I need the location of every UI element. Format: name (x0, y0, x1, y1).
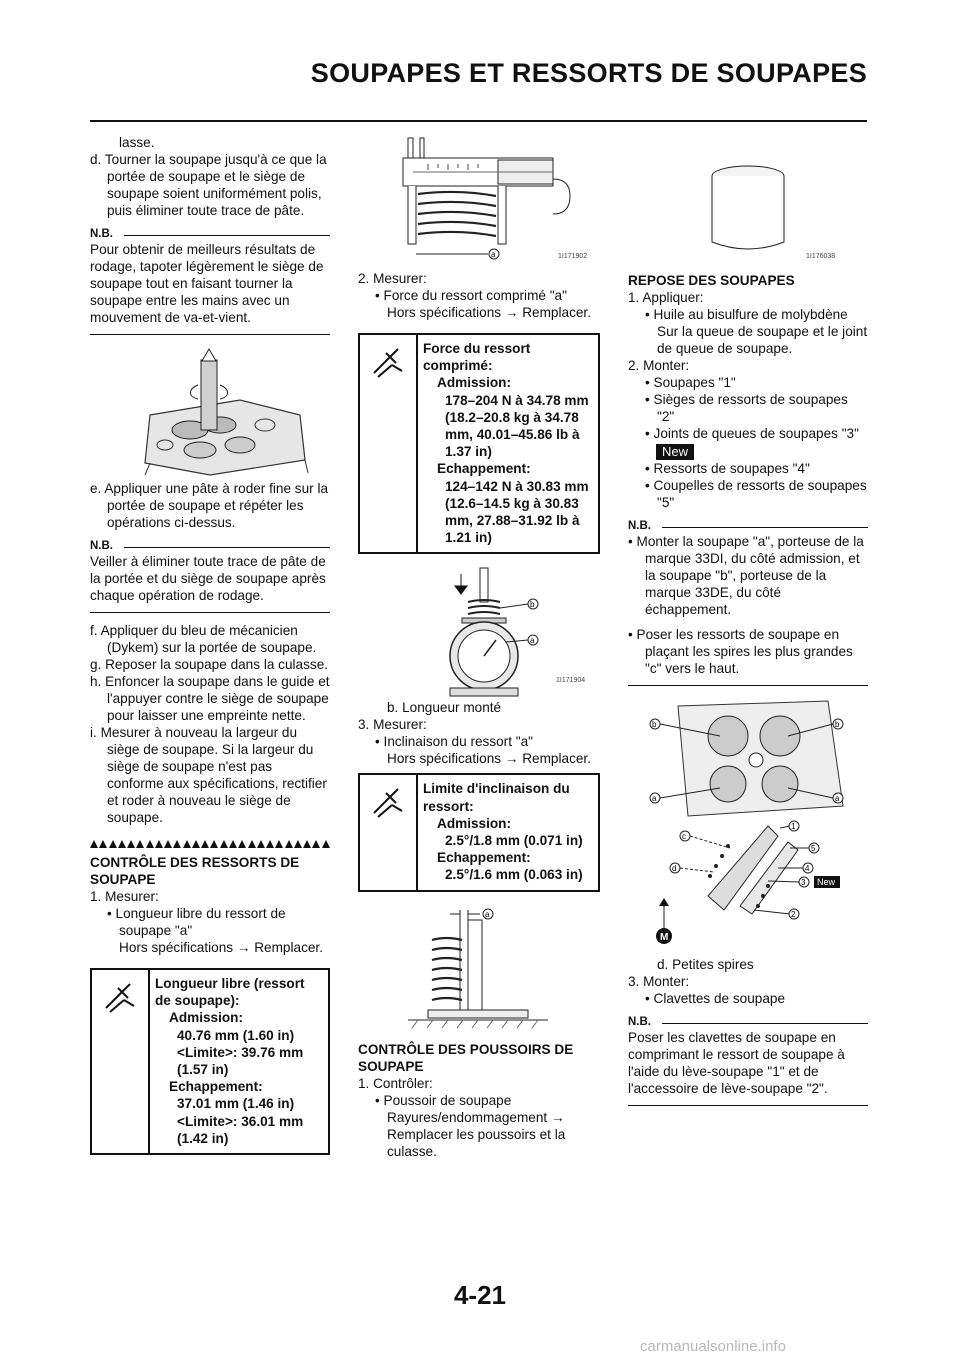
bullet-tappet: • Poussoir de soupape (375, 1092, 512, 1108)
note-bullet-1: • Monter la soupape "a", porteuse de la marque 33DI, du côté admission, et la soupape "b", porteuse de la marque 33DE, du côté échappement. (628, 534, 864, 617)
section-heading-springs: CONTRÔLE DES RESSORTS DE SOUPAPE (90, 855, 300, 887)
bullet-inclination: • Inclinaison du ressort "a" (375, 734, 533, 750)
note-rule (124, 235, 330, 236)
watermark: carmanualsonline.info (640, 1338, 786, 1355)
svg-text:b: b (652, 720, 657, 729)
spec-box-force (358, 333, 600, 554)
svg-text:a: a (652, 794, 657, 803)
step-g: g. Reposer la soupape dans la culasse. (90, 657, 329, 672)
caliper-icon (360, 335, 418, 552)
bullet-compressed-force: • Force du ressort comprimé "a" (375, 288, 567, 303)
bullet-moly-oil: • Huile au bisulfure de molybdène (645, 307, 848, 322)
step-1: 1. Mesurer: (90, 889, 159, 904)
note-label: N.B. (628, 520, 651, 532)
spec-title: Limite d'inclinaison du ressort: (423, 781, 570, 814)
spec-ech-label: Echappement: (437, 850, 531, 866)
bullet-sub: Hors spécifications → Remplacer. (387, 751, 591, 767)
step-h: h. Enfoncer la soupape dans le guide et l'appuyer contre le siège de soupape pour laisser une empreinte nette. (90, 674, 330, 723)
step-3: 3. Mesurer: (358, 717, 427, 733)
end-of-procedure-triangles (90, 840, 330, 848)
note-block (90, 228, 330, 335)
bullet-spring-seats: • Sièges de ressorts de soupapes "2" (645, 392, 848, 424)
section-heading-tappets: CONTRÔLE DES POUSSOIRS DE SOUPAPE (358, 1041, 574, 1074)
note-text: Pour obtenir de meilleurs résultats de rodage, tapoter légèrement le siège de soupape tout en faisant tourner la soupape entre les mains avec un mouvement de va-et-vient. (90, 242, 324, 325)
figure-code: 1I171904 (556, 677, 586, 685)
note-label: N.B. (90, 540, 113, 552)
spec-adm-limit: <Limite>: 39.76 mm (1.57 in) (177, 1044, 304, 1078)
svg-text:b: b (835, 720, 840, 729)
column-2 (358, 134, 600, 1160)
bullet-cotters: • Clavettes de soupape (645, 991, 786, 1006)
spec-title: Longueur libre (ressort de soupape): (155, 976, 305, 1009)
bullet-sub: Hors spécifications → Remplacer. (387, 305, 591, 320)
svg-text:M: M (660, 932, 669, 943)
note-block-2 (90, 540, 330, 613)
svg-text:c: c (682, 832, 686, 841)
spec-ech-label: Echappement: (169, 1079, 263, 1095)
spec-adm-value: 40.76 mm (1.60 in) (177, 1027, 295, 1043)
spec-adm-label: Admission: (437, 375, 512, 391)
title-rule (90, 120, 867, 122)
new-part-badge: New (656, 444, 694, 460)
step-i: i. Mesurer à nouveau la largeur du siège de soupape. Si la largeur du siège de soupape n'est pas conforme aux spécifications, rectifier et roder à nouveau le siège de soupape. (90, 725, 327, 825)
svg-text:a: a (835, 794, 840, 803)
note-end-rule (628, 685, 868, 686)
spec-ech-value: 2.5°/1.6 mm (0.063 in) (445, 867, 583, 883)
caliper-icon (360, 775, 418, 889)
page-title: SOUPAPES ET RESSORTS DE SOUPAPES (310, 58, 867, 88)
spring-scale-figure (358, 564, 600, 699)
svg-text:a: a (485, 909, 490, 919)
note-text: Poser les clavettes de soupape en comprimant le ressort de soupape à l'aide du lève-soupape "1" et de l'accessoire de lève-soupape "2". (628, 1030, 845, 1096)
note-bullet-2: • Poser les ressorts de soupape en plaçant les spires les plus grandes "c" vers le haut. (628, 627, 853, 676)
bullet-valves: • Soupapes "1" (645, 375, 736, 390)
step-f: f. Appliquer du bleu de mécanicien (Dykem) sur la portée de soupape. (90, 623, 317, 655)
column-3 (628, 134, 868, 1106)
svg-text:b: b (530, 600, 535, 610)
column-1 (90, 134, 330, 1155)
note-block (628, 520, 868, 686)
bullet-sub: Hors spécifications → Remplacer. (119, 940, 323, 955)
step-2: 2. Mesurer: (358, 271, 427, 286)
spec-adm-value: 2.5°/1.8 mm (0.071 in) (445, 833, 583, 849)
bullet-stem-seals: • Joints de queues de soupapes "3" (645, 426, 859, 441)
svg-text:5: 5 (811, 844, 816, 853)
caption-b: b. Longueur monté (387, 700, 502, 716)
svg-text:1: 1 (791, 822, 796, 831)
svg-text:2: 2 (791, 910, 796, 919)
note-label: N.B. (628, 1016, 651, 1028)
spec-box-inclination (358, 773, 600, 891)
bullet-retainers: • Coupelles de ressorts de soupapes "5" (645, 478, 867, 510)
figure-code: 1I176038 (806, 253, 836, 260)
note-rule (124, 547, 330, 548)
note-end-rule (90, 334, 330, 335)
svg-text:a: a (491, 250, 496, 259)
bullet-sub: Sur la queue de soupape et le joint de queue de soupape. (657, 324, 868, 356)
svg-text:a: a (530, 636, 535, 646)
note-text: Veiller à éliminer toute trace de pâte de la portée et du siège de soupape après chaque opération de rodage. (90, 554, 326, 603)
note-end-rule (90, 612, 330, 613)
svg-text:d: d (672, 864, 677, 873)
continued-text: lasse. (119, 135, 155, 150)
section-heading-install: REPOSE DES SOUPAPES (628, 273, 795, 288)
step-d: d. Tourner la soupape jusqu'à ce que la portée de soupape et le siège de soupape soient uniformément polis, puis éliminer toute trace de pâte. (90, 152, 327, 218)
spring-caliper-figure (358, 134, 600, 264)
page-number: 4-21 (453, 1280, 507, 1310)
caliper-icon (92, 970, 150, 1153)
spec-title: Force du ressort comprimé: (423, 341, 531, 374)
bullet-sub: Rayures/endommagement → Remplacer les poussoirs et la culasse. (387, 1109, 566, 1159)
svg-text:New: New (817, 877, 836, 887)
spec-adm-label: Admission: (169, 1010, 244, 1026)
step-e: e. Appliquer une pâte à roder fine sur la portée de soupape et répéter les opérations ci-dessus. (90, 481, 329, 530)
step-2: 2. Monter: (628, 358, 690, 373)
svg-text:3: 3 (801, 878, 806, 887)
caption-d: d. Petites spires (657, 957, 754, 972)
svg-text:4: 4 (805, 864, 810, 873)
note-block-2 (628, 1016, 868, 1106)
step-3: 3. Monter: (628, 974, 690, 989)
valve-lapping-figure (90, 345, 330, 480)
spec-adm-label: Admission: (437, 815, 512, 831)
spec-ech-value: 124–142 N à 30.83 mm (12.6–14.5 kg à 30.83 mm, 27.88–31.92 lb à 1.21 in) (445, 478, 589, 546)
valve-install-figure (628, 696, 868, 956)
spec-ech-value: 37.01 mm (1.46 in) (177, 1096, 295, 1112)
spec-ech-label: Echappement: (437, 461, 531, 477)
tappet-figure (628, 134, 868, 264)
step-1: 1. Appliquer: (628, 290, 704, 305)
bullet-free-length: • Longueur libre du ressort de soupape "a" (107, 906, 286, 938)
spec-adm-value: 178–204 N à 34.78 mm (18.2–20.8 kg à 34.78 mm, 40.01–45.86 lb à 1.37 in) (445, 392, 589, 460)
spec-box-free-length (90, 968, 330, 1155)
step-1: 1. Contrôler: (358, 1075, 433, 1091)
note-rule (662, 1023, 868, 1024)
figure-code: 1I171902 (558, 253, 588, 260)
spec-ech-limit: <Limite>: 36.01 mm (1.42 in) (177, 1113, 304, 1146)
spring-tilt-figure (358, 900, 600, 1035)
bullet-springs: • Ressorts de soupapes "4" (645, 461, 810, 476)
note-label: N.B. (90, 228, 113, 240)
note-end-rule (628, 1105, 868, 1106)
note-rule (662, 527, 868, 528)
